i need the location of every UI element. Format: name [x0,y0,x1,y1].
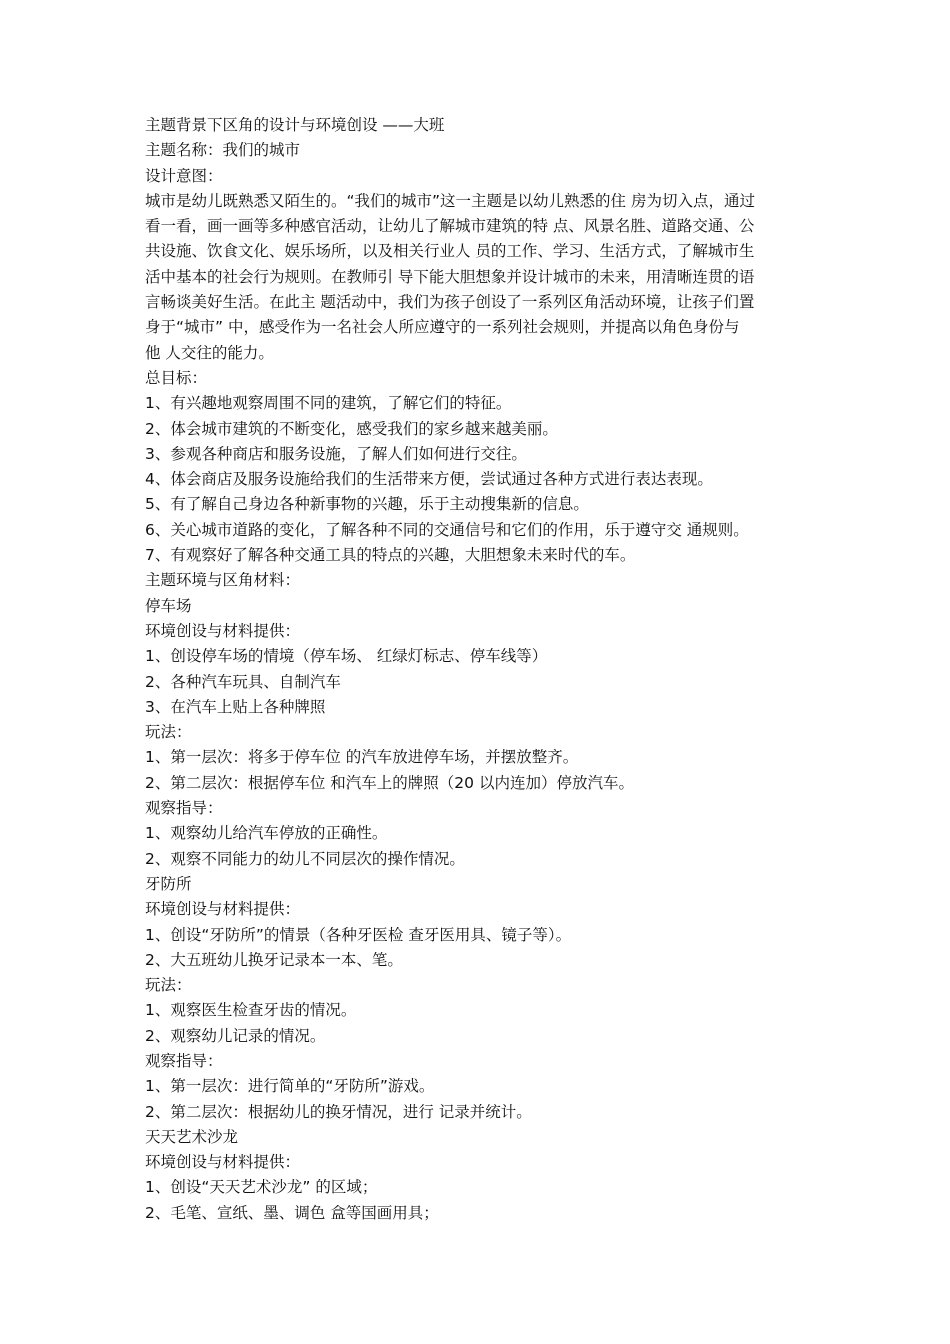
materials-heading: 主题环境与区角材料： [145,571,301,590]
section-art-salon [145,1125,813,1226]
play-item: 1、观察医生检查牙齿的情况。 [145,1001,357,1020]
section-title: 天天艺术沙龙 [145,1127,239,1146]
goal-item: 6、关心城市道路的变化，了解各种不同的交通信号和它们的作用，乐于遵守交 通规则。 [145,520,749,539]
intent-line: 看一看，画一画等多种感官活动，让幼儿了解城市建筑的特 点、风景名胜、道路交通、公 [145,217,755,236]
play-item: 1、第一层次：将多于停车位 的汽车放进停车场，并摆放整齐。 [145,748,579,767]
env-item: 1、创设“天天艺术沙龙” 的区域； [145,1178,378,1197]
intent-line: 他 人交往的能力。 [145,343,274,362]
play-heading: 玩法： [145,723,192,742]
intent-line: 城市是幼儿既熟悉又陌生的。“我们的城市”这一主题是以幼儿熟悉的住 房为切入点，通过 [145,191,755,210]
play-heading: 玩法： [145,976,192,995]
play-item: 2、观察幼儿记录的情况。 [145,1026,326,1045]
goals-heading: 总目标： [145,368,208,387]
goal-item: 2、体会城市建筑的不断变化，感受我们的家乡越来越美丽。 [145,419,558,438]
env-item: 3、在汽车上贴上各种牌照 [145,697,326,716]
document-page [145,113,813,1226]
intent-line: 共设施、饮食文化、娱乐场所，以及相关行业人 员的工作、学习、生活方式，了解城市生 [145,242,755,261]
section-title: 停车场 [145,596,192,615]
document-title: 主题背景下区角的设计与环境创设 ——大班 [145,116,445,134]
goal-item: 5、有了解自己身边各种新事物的兴趣，乐于主动搜集新的信息。 [145,495,589,514]
section-parking [145,594,813,872]
intent-line: 言畅谈美好生活。在此主 题活动中，我们为孩子创设了一系列区角活动环境，让孩子们置 [145,293,755,312]
env-item: 1、创设“牙防所”的情景（各种牙医检 查牙医用具、镜子等）。 [145,925,572,944]
goal-item: 4、体会商店及服务设施给我们的生活带来方便，尝试通过各种方式进行表达表现。 [145,470,713,489]
env-heading: 环境创设与材料提供： [145,621,301,640]
guide-heading: 观察指导： [145,799,223,818]
intent-paragraph [145,189,813,366]
guide-item: 1、第一层次：进行简单的“牙防所”游戏。 [145,1077,435,1096]
goal-item: 3、参观各种商店和服务设施，了解人们如何进行交往。 [145,444,527,463]
intent-line: 活中基本的社会行为规则。在教师引 导下能大胆想象并设计城市的未来，用清晰连贯的语 [145,267,755,286]
intent-heading: 设计意图： [145,166,223,185]
section-title: 牙防所 [145,874,192,893]
guide-item: 1、观察幼儿给汽车停放的正确性。 [145,824,388,843]
goals-list [145,391,813,568]
env-item: 2、大五班幼儿换牙记录本一本、笔。 [145,950,403,969]
guide-item: 2、第二层次：根据幼儿的换牙情况，进行 记录并统计。 [145,1102,532,1121]
env-item: 1、创设停车场的情境（停车场、 红绿灯标志、停车线等） [145,647,548,666]
play-item: 2、第二层次：根据停车位 和汽车上的牌照（20 以内连加）停放汽车。 [145,773,634,792]
goal-item: 7、有观察好了解各种交通工具的特点的兴趣，大胆想象未来时代的车。 [145,546,636,565]
env-heading: 环境创设与材料提供： [145,900,301,919]
goal-item: 1、有兴趣地观察周围不同的建筑，了解它们的特征。 [145,394,512,413]
guide-item: 2、观察不同能力的幼儿不同层次的操作情况。 [145,849,465,868]
intent-line: 身于“城市” 中，感受作为一名社会人所应遵守的一系列社会规则，并提高以角色身份与 [145,318,740,337]
section-dental [145,872,813,1125]
env-item: 2、各种汽车玩具、自制汽车 [145,672,341,691]
env-heading: 环境创设与材料提供： [145,1153,301,1172]
env-item: 2、毛笔、宣纸、墨、调色 盒等国画用具； [145,1203,439,1222]
theme-name: 主题名称：我们的城市 [145,141,301,160]
guide-heading: 观察指导： [145,1051,223,1070]
